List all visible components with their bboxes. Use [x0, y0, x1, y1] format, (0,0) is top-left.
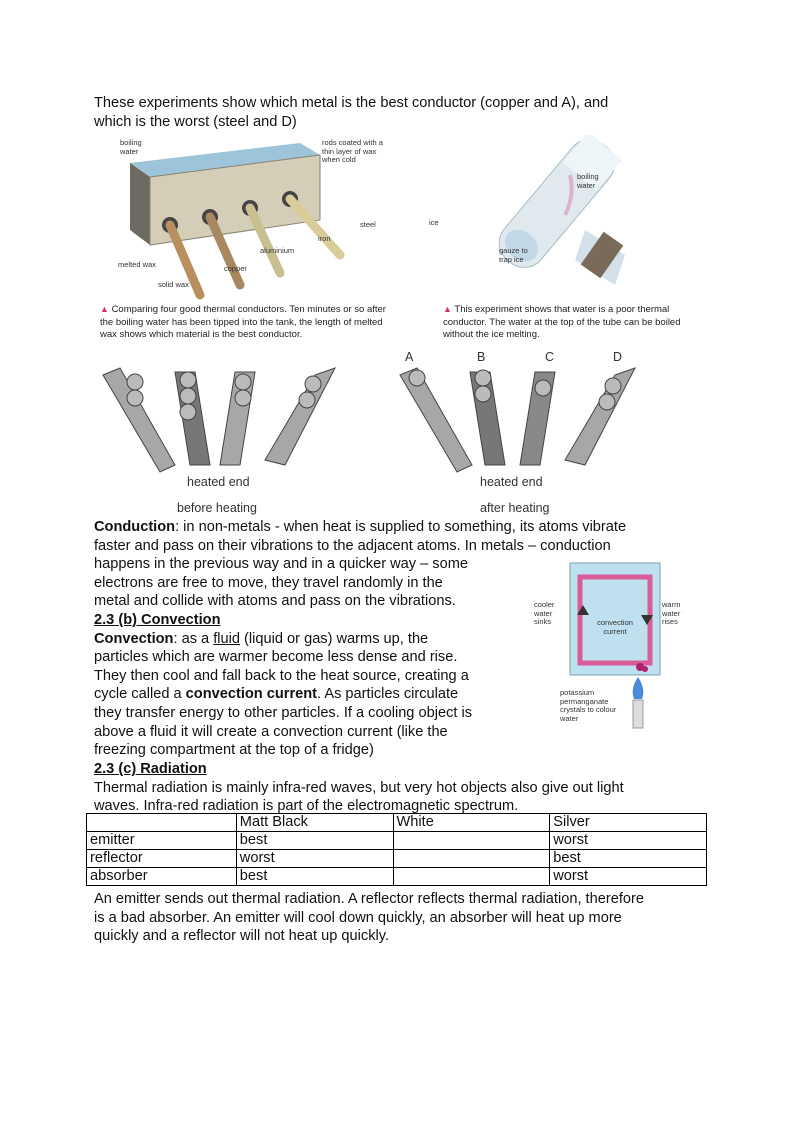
figure-heated-bars	[95, 350, 695, 520]
convection-text: . As particles circulate	[317, 686, 459, 703]
closing-text: quickly and a reflector will not heat up quickly.	[94, 928, 389, 945]
convection-text: They then cool and fall back to the heat source, creating a	[94, 667, 469, 684]
table-cell: worst	[236, 850, 393, 868]
radiation-text: waves. Infra-red radiation is part of the electromagnetic spectrum.	[94, 798, 519, 815]
table-cell: reflector	[87, 850, 237, 868]
table-cell: worst	[550, 832, 707, 850]
label-melted-wax: melted wax	[118, 260, 156, 269]
intro-line: These experiments show which metal is the best conductor (copper and A), and	[94, 95, 609, 111]
table-header-cell: Silver	[550, 814, 707, 832]
table-header-cell: Matt Black	[236, 814, 393, 832]
convection-heading: 2.3 (b) Convection	[94, 612, 221, 628]
heated-bars-illustration	[95, 350, 695, 475]
caption-tube	[443, 303, 683, 343]
label-boiling-water: boiling water	[120, 138, 142, 156]
bar-letter-b: B	[477, 350, 486, 364]
table-cell: worst	[550, 868, 707, 886]
label-rods-coated: rods coated with a thin layer of wax when cold	[322, 138, 383, 164]
bars-after	[400, 368, 635, 472]
table-row	[87, 832, 707, 850]
convection-text: above a fluid it will create a convection current (like the	[94, 723, 448, 740]
table-cell	[393, 832, 550, 850]
label-convection-current: convection current	[597, 618, 633, 636]
conduction-term: Conduction	[94, 519, 176, 535]
convection-section	[94, 611, 534, 760]
radiation-text: Thermal radiation is mainly infra-red waves, but very hot objects also give out light	[94, 779, 624, 796]
convection-text: they transfer energy to other particles. If a cooling object is	[94, 704, 473, 721]
table-row	[87, 850, 707, 868]
heated-end-label: heated end	[187, 475, 250, 489]
closing-text: is a bad absorber. An emitter will cool down quickly, an absorber will heat up more	[94, 909, 622, 926]
convection-text: : as a	[173, 630, 214, 647]
convection-current-term: convection current	[185, 686, 318, 703]
table-cell	[393, 868, 550, 886]
table-cell	[393, 850, 550, 868]
table-cell: best	[236, 832, 393, 850]
bars-before	[103, 368, 335, 472]
label-cooler-water: cooler water sinks	[534, 600, 555, 626]
label-aluminium: aluminium	[260, 246, 295, 255]
caption-tube-text: This experiment shows that water is a poor thermal conductor. The water at the top of the tube can be boiled without the ice melting.	[443, 304, 681, 340]
before-heating-label: before heating	[177, 501, 257, 515]
bar-letter-c: C	[545, 350, 555, 364]
triangle-bullet-icon: ▲	[443, 304, 452, 314]
caption-rods-text: Comparing four good thermal conductors. Ten minutes or so after the boiling water has been tipped into the tank, the length of melted wax shows which material is the best conductor.	[100, 304, 386, 340]
conduction-text: electrons are free to move, they travel randomly in the	[94, 574, 443, 591]
table-row	[87, 868, 707, 886]
label-copper: copper	[224, 264, 247, 273]
convection-text: (liquid or gas) warms up, the	[240, 630, 429, 647]
label-steel: steel	[360, 220, 376, 229]
conduction-text: : in non-metals - when heat is supplied to something, its atoms vibrate	[175, 519, 627, 535]
intro-text	[94, 94, 608, 131]
convection-text: cycle called a	[94, 686, 186, 703]
table-cell: absorber	[87, 868, 237, 886]
figure-test-tube	[425, 135, 685, 345]
caption-rods	[100, 303, 396, 343]
bar-letter-a: A	[405, 350, 414, 364]
triangle-bullet-icon: ▲	[100, 304, 109, 314]
convection-term: Convection	[94, 630, 174, 647]
label-warm-water: warm water rises	[662, 600, 681, 626]
convection-text: particles which are warmer become less dense and rise.	[94, 649, 458, 666]
table-cell: emitter	[87, 832, 237, 850]
radiation-section	[94, 760, 714, 816]
label-tube-boiling-water: boiling water	[577, 172, 599, 190]
intro-line: which is the worst (steel and D)	[94, 113, 297, 130]
radiation-table	[86, 813, 707, 886]
table-cell: best	[550, 850, 707, 868]
closing-paragraph	[94, 890, 714, 946]
label-ice: ice	[429, 218, 439, 227]
figure-beaker	[530, 555, 700, 730]
fluid-term: fluid	[213, 630, 240, 647]
bar-letter-d: D	[613, 350, 623, 364]
closing-text: An emitter sends out thermal radiation. A reflector reflects thermal radiation, therefore	[94, 891, 644, 907]
label-gauze: gauze to trap ice	[499, 246, 528, 264]
after-heating-label: after heating	[480, 501, 550, 515]
test-tube-illustration	[425, 135, 685, 305]
heated-end-label: heated end	[480, 475, 543, 489]
label-crystals: potassium permanganate crystals to colour water	[560, 688, 617, 723]
conduction-text: happens in the previous way and in a quicker way – some	[94, 556, 468, 573]
table-header-cell: White	[393, 814, 550, 832]
figure-rods-tank	[100, 135, 400, 345]
conduction-text: faster and pass on their vibrations to the adjacent atoms. In metals – conduction	[94, 537, 611, 554]
radiation-heading: 2.3 (c) Radiation	[94, 761, 207, 777]
label-solid-wax: solid wax	[158, 280, 189, 289]
table-cell: best	[236, 868, 393, 886]
table-header-row	[87, 814, 707, 832]
label-iron: iron	[318, 234, 331, 243]
table-header-cell	[87, 814, 237, 832]
convection-text: freezing compartment at the top of a fridge)	[94, 742, 374, 759]
conduction-text: metal and collide with atoms and pass on the vibrations.	[94, 593, 456, 610]
